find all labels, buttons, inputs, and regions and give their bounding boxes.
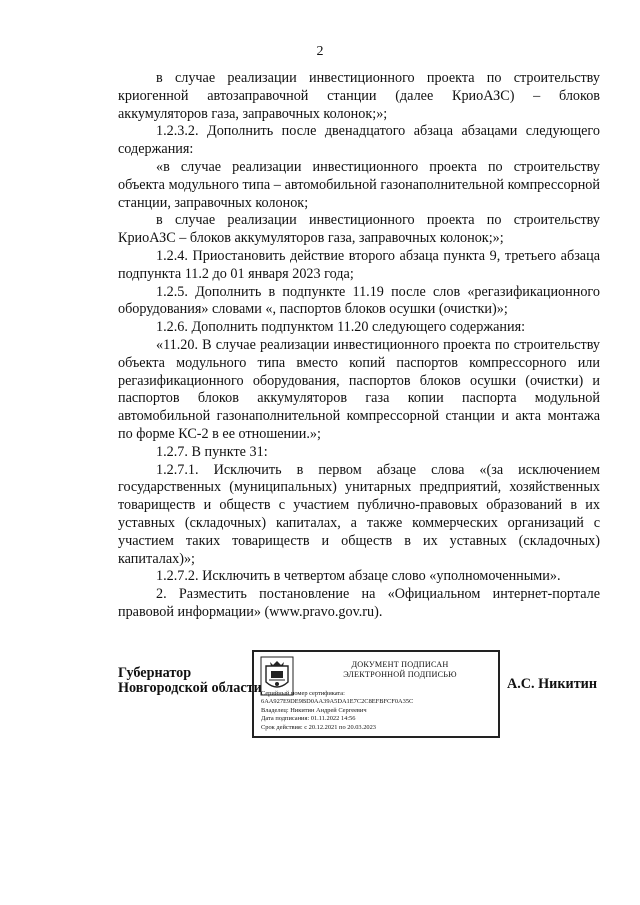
paragraph: 1.2.6. Дополнить подпунктом 11.20 следующего содержания: bbox=[156, 319, 526, 336]
paragraph: в случае реализации инвестиционного проекта по строительству КриоАЗС – блоков аккумуляторов газа, заправочных колонок;»; bbox=[118, 212, 600, 247]
position-line-1: Губернатор bbox=[118, 665, 192, 681]
paragraph: «11.20. В случае реализации инвестиционного проекта по строительству объекта модульного типа вместо копий паспортов компрессорного или регазификационного оборудования, паспортов блоков осушки (очистки) и паспортов блоков аккумуляторов газа копии паспорта модульной автомобильной газонаполнительной компрессорной станции и акта монтажа по форме КС-2 в ее отношении.»; bbox=[118, 336, 600, 442]
cert-owner: Владелец: Никитин Андрей Сергеевич bbox=[261, 706, 367, 714]
paragraph: в случае реализации инвестиционного проекта по строительству криогенной автозаправочной станции (далее КриоАЗС) – блоков аккумуляторов газа, заправочных колонок;»; bbox=[118, 70, 600, 122]
electronic-signature-stamp bbox=[252, 650, 500, 738]
paragraph: 1.2.7.1. Исключить в первом абзаце слова «(за исключением государственных (муниципальных) унитарных предприятий, хозяйственных товариществ и обществ с участием публично-правовых образований в их уставных (складочных) капиталах, а также коммерческих организаций с участием таких товариществ и обществ в их уставных (складочных) капиталах)»; bbox=[118, 461, 600, 567]
paragraph: «в случае реализации инвестиционного проекта по строительству объекта модульного типа – автомобильной газонаполнительной компрессорной станции, заправочных колонок; bbox=[118, 158, 600, 211]
signatory-position bbox=[118, 666, 262, 696]
page-number: 2 bbox=[316, 44, 324, 59]
paragraph: 2. Разместить постановление на «Официальном интернет-портале правовой информации» (www.pravo.gov.ru). bbox=[118, 586, 600, 620]
signatory-name: А.С. Никитин bbox=[507, 676, 598, 692]
position-line-2: Новгородской области bbox=[118, 680, 262, 696]
document-body bbox=[118, 70, 600, 622]
stamp-details bbox=[261, 690, 497, 732]
stamp-title-line-1: ДОКУМЕНТ ПОДПИСАН bbox=[351, 660, 449, 669]
stamp-title bbox=[302, 660, 498, 680]
cert-validity: Срок действия: с 20.12.2021 по 20.03.2023 bbox=[261, 723, 377, 731]
stamp-title-line-2: ЭЛЕКТРОННОЙ ПОДПИСЬЮ bbox=[343, 670, 457, 679]
paragraph: 1.2.7.2. Исключить в четвертом абзаце слово «уполномоченными». bbox=[156, 568, 561, 585]
signed-date: Дата подписания: 01.11.2022 14:56 bbox=[261, 715, 356, 723]
paragraph: 1.2.3.2. Дополнить после двенадцатого абзаца абзацами следующего содержания: bbox=[118, 123, 600, 158]
paragraph: 1.2.7. В пункте 31: bbox=[156, 443, 268, 460]
cert-serial: 6AA927E9DE9BD0AA39A5DA1E7C2C8EFBFCF0A35C bbox=[261, 698, 414, 706]
paragraph: 1.2.5. Дополнить в подпункте 11.19 после слов «регазификационного оборудования» словами «, паспортов блоков осушки (очистки)»; bbox=[118, 283, 600, 318]
cert-label: Серийный номер сертификата: bbox=[261, 690, 345, 697]
paragraph: 1.2.4. Приостановить действие второго абзаца пункта 9, третьего абзаца подпункта 11.2 до 01 января 2023 года; bbox=[118, 247, 600, 282]
